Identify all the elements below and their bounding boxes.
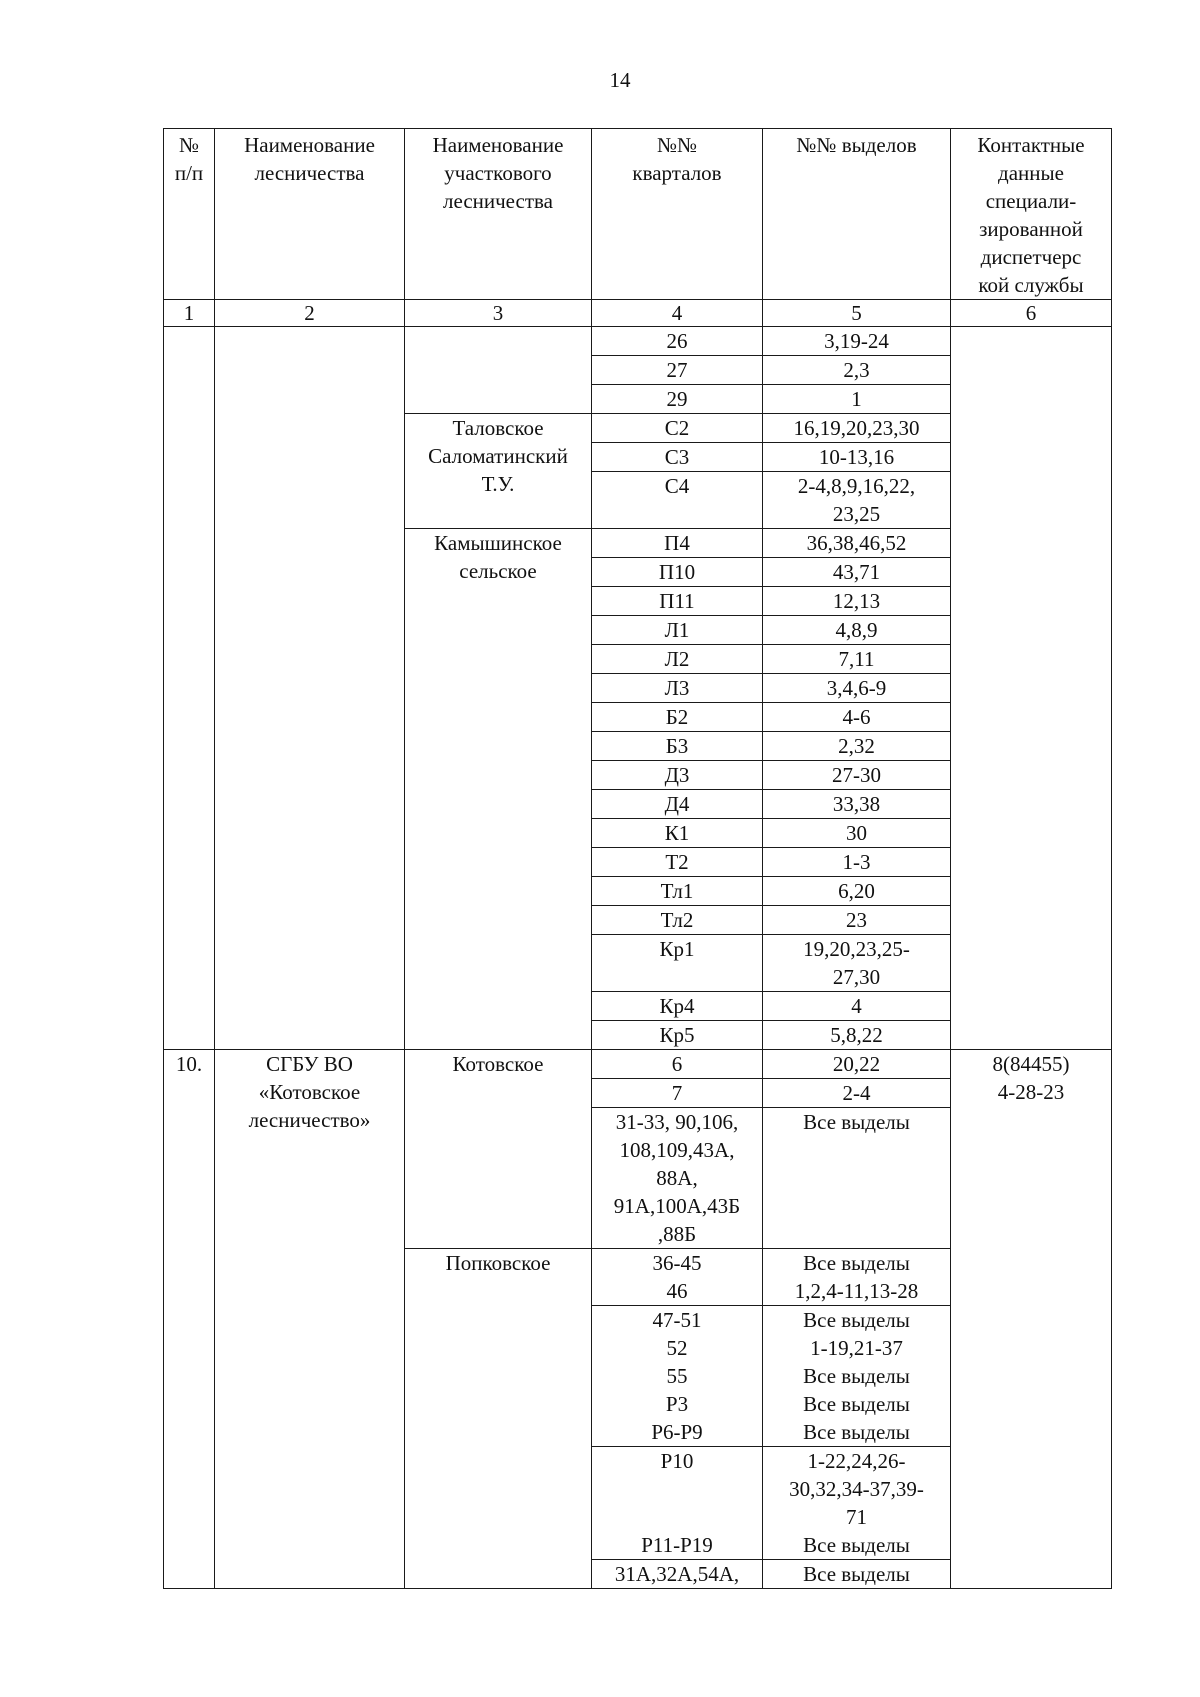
- quarter-cell: Тл1: [592, 877, 763, 906]
- quarter-cell: 47-51 52 55 Р3 Р6-Р9: [592, 1306, 763, 1447]
- column-number: 1: [164, 300, 215, 327]
- forestry-table: [163, 128, 1112, 1589]
- allotment-cell: 5,8,22: [763, 1021, 951, 1050]
- allotment-cell: 16,19,20,23,30: [763, 414, 951, 443]
- allotment-cell: 2-4,8,9,16,22, 23,25: [763, 472, 951, 529]
- table-row: [164, 1050, 1112, 1079]
- quarter-cell: С2: [592, 414, 763, 443]
- allotment-cell: 7,11: [763, 645, 951, 674]
- column-number: 4: [592, 300, 763, 327]
- allotment-cell: Все выделы: [763, 1560, 951, 1589]
- quarter-cell: 27: [592, 356, 763, 385]
- allotment-cell: 10-13,16: [763, 443, 951, 472]
- contact-cell: [951, 327, 1112, 1050]
- quarter-cell: 6: [592, 1050, 763, 1079]
- header-district-forestry: Наименование участкового лесничества: [405, 129, 592, 300]
- allotment-cell: 3,4,6-9: [763, 674, 951, 703]
- num-cell: 10.: [164, 1050, 215, 1589]
- column-number: 6: [951, 300, 1112, 327]
- quarter-cell: С3: [592, 443, 763, 472]
- allotment-cell: 33,38: [763, 790, 951, 819]
- allotment-cell: 4: [763, 992, 951, 1021]
- allotment-cell: 20,22: [763, 1050, 951, 1079]
- quarter-cell: Д4: [592, 790, 763, 819]
- quarter-cell: П10: [592, 558, 763, 587]
- allotment-cell: 36,38,46,52: [763, 529, 951, 558]
- quarter-cell: 29: [592, 385, 763, 414]
- allotment-cell: 3,19-24: [763, 327, 951, 356]
- quarter-cell: П4: [592, 529, 763, 558]
- contact-cell: 8(84455) 4-28-23: [951, 1050, 1112, 1589]
- quarter-cell: Б2: [592, 703, 763, 732]
- header-allotments: №№ выделов: [763, 129, 951, 300]
- allotment-cell: Все выделы 1-19,21-37 Все выделы Все выделы Все выделы: [763, 1306, 951, 1447]
- quarter-cell: 31-33, 90,106, 108,109,43А, 88А, 91А,100А,43Б ,88Б: [592, 1108, 763, 1249]
- quarter-cell: Б3: [592, 732, 763, 761]
- header-forestry: Наименование лесничества: [215, 129, 405, 300]
- header-quarters: №№ кварталов: [592, 129, 763, 300]
- page-number: 14: [609, 68, 631, 92]
- allotment-cell: 6,20: [763, 877, 951, 906]
- allotment-cell: 4-6: [763, 703, 951, 732]
- allotment-cell: Все выделы: [763, 1108, 951, 1249]
- allotment-cell: 2,3: [763, 356, 951, 385]
- quarter-cell: Т2: [592, 848, 763, 877]
- forestry-cell: СГБУ ВО «Котовское лесничество»: [215, 1050, 405, 1589]
- quarter-cell: Л1: [592, 616, 763, 645]
- quarter-cell: Кр1: [592, 935, 763, 992]
- allotment-cell: 12,13: [763, 587, 951, 616]
- forestry-cell: [215, 327, 405, 1050]
- district-cell: Котовское: [405, 1050, 592, 1249]
- allotment-cell: 27-30: [763, 761, 951, 790]
- allotment-cell: 2,32: [763, 732, 951, 761]
- column-number-row: [164, 300, 1112, 327]
- allotment-cell: 43,71: [763, 558, 951, 587]
- header-contacts: Контактные данные специали- зированной диспетчерс кой службы: [951, 129, 1112, 300]
- allotment-cell: 1: [763, 385, 951, 414]
- allotment-cell: 30: [763, 819, 951, 848]
- allotment-cell: 4,8,9: [763, 616, 951, 645]
- table-row: [164, 327, 1112, 356]
- allotment-cell: 23: [763, 906, 951, 935]
- allotment-cell: Все выделы 1,2,4-11,13-28: [763, 1249, 951, 1306]
- header-row: [164, 129, 1112, 300]
- quarter-cell: П11: [592, 587, 763, 616]
- quarter-cell: К1: [592, 819, 763, 848]
- district-cell: Камышинское сельское: [405, 529, 592, 1050]
- quarter-cell: Д3: [592, 761, 763, 790]
- quarter-cell: 36-45 46: [592, 1249, 763, 1306]
- quarter-cell: Л2: [592, 645, 763, 674]
- allotment-cell: 1-22,24,26- 30,32,34-37,39- 71 Все выделы: [763, 1447, 951, 1560]
- quarter-cell: Тл2: [592, 906, 763, 935]
- num-cell: [164, 327, 215, 1050]
- quarter-cell: Л3: [592, 674, 763, 703]
- district-cell: [405, 327, 592, 414]
- allotment-cell: 1-3: [763, 848, 951, 877]
- quarter-cell: Кр5: [592, 1021, 763, 1050]
- district-cell: Попковское: [405, 1249, 592, 1589]
- quarter-cell: С4: [592, 472, 763, 529]
- allotment-cell: 2-4: [763, 1079, 951, 1108]
- column-number: 2: [215, 300, 405, 327]
- quarter-cell: Кр4: [592, 992, 763, 1021]
- header-num: № п/п: [164, 129, 215, 300]
- column-number: 5: [763, 300, 951, 327]
- quarter-cell: Р10 Р11-Р19: [592, 1447, 763, 1560]
- column-number: 3: [405, 300, 592, 327]
- district-cell: Таловское Саломатинский Т.У.: [405, 414, 592, 529]
- quarter-cell: 26: [592, 327, 763, 356]
- quarter-cell: 31А,32А,54А,: [592, 1560, 763, 1589]
- quarter-cell: 7: [592, 1079, 763, 1108]
- allotment-cell: 19,20,23,25- 27,30: [763, 935, 951, 992]
